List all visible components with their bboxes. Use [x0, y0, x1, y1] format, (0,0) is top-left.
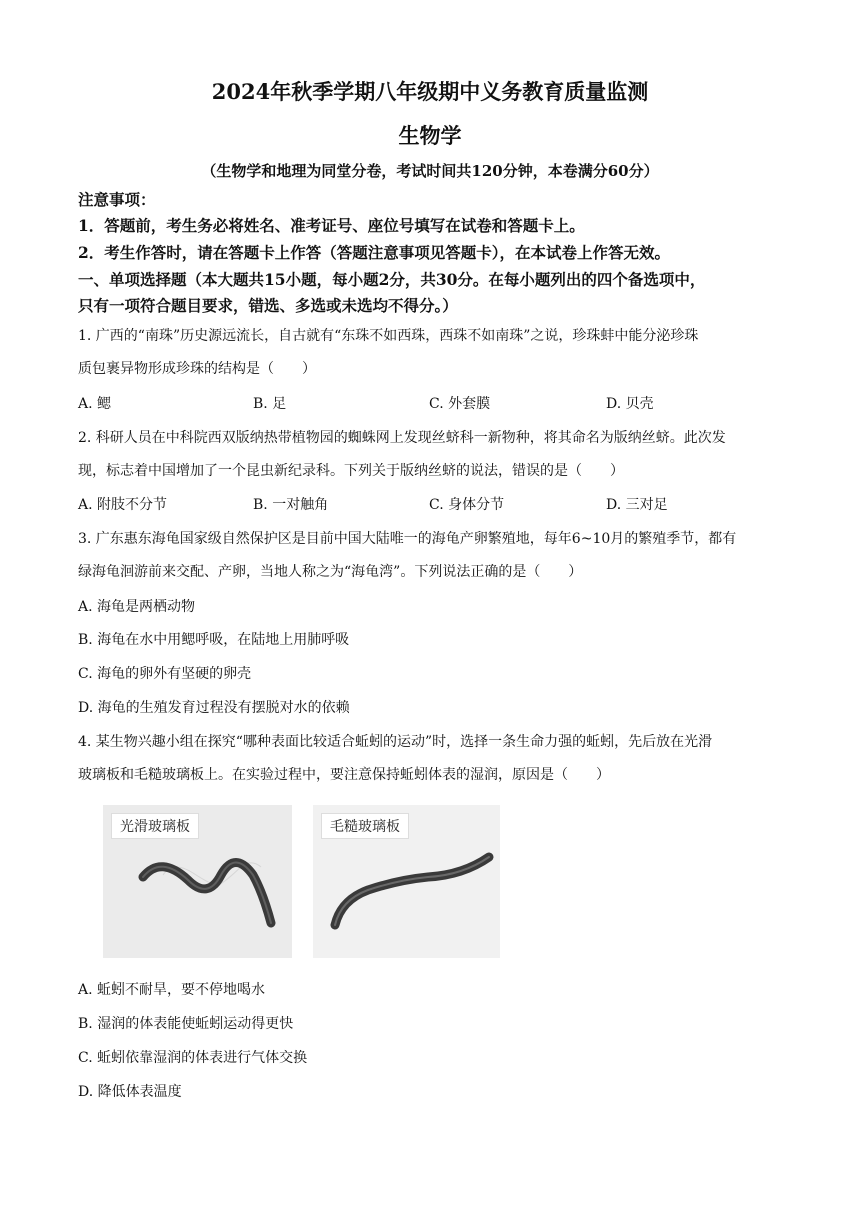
option-c: C. 蚯蚓依靠湿润的体表进行气体交换 — [78, 1050, 308, 1066]
question-text: 1. 广西的“南珠”历史源远流长，自古就有“东珠不如西珠，西珠不如南珠”之说，珍珠蚌中能分泌珍珠 — [78, 328, 699, 344]
question-text: 现，标志着中国增加了一个昆虫新纪录科。下列关于版纳丝蛴的说法，错误的是（ ） — [78, 463, 624, 479]
figure-label: 毛糙玻璃板 — [321, 813, 409, 839]
option-b: B. 一对触角 — [253, 497, 329, 513]
option-c: C. 海龟的卵外有坚硬的卵壳 — [78, 666, 252, 682]
question-text: 3. 广东惠东海龟国家级自然保护区是目前中国大陆唯一的海龟产卵繁殖地，每年6~10月的繁殖季节，都有 — [78, 531, 737, 547]
exam-info: （生物学和地理为同堂分卷，考试时间共120分钟，本卷满分60分） — [201, 162, 659, 180]
option-b: B. 足 — [253, 396, 287, 412]
option-b: B. 海龟在水中用鳃呼吸，在陆地上用肺呼吸 — [78, 632, 350, 648]
option-c: C. 外套膜 — [429, 396, 491, 412]
subject-title: 生物学 — [398, 123, 462, 148]
notice-heading: 注意事项： — [78, 190, 156, 209]
option-d: D. 贝壳 — [606, 396, 654, 412]
option-a: A. 附肢不分节 — [78, 497, 168, 513]
section-heading: 一、单项选择题（本大题共15小题，每小题2分，共30分。在每小题列出的四个备选项中， — [78, 270, 706, 289]
figure-label: 光滑玻璃板 — [111, 813, 199, 839]
option-a: A. 鳃 — [78, 396, 112, 412]
question-text: 玻璃板和毛糙玻璃板上。在实验过程中，要注意保持蚯蚓体表的湿润，原因是（ ） — [78, 767, 610, 783]
option-a: A. 海龟是两栖动物 — [78, 599, 196, 615]
option-d: D. 三对足 — [606, 497, 668, 513]
notice-item: 2．考生作答时，请在答题卡上作答（答题注意事项见答题卡），在本试卷上作答无效。 — [78, 243, 671, 262]
option-d: D. 降低体表温度 — [78, 1084, 182, 1100]
option-d: D. 海龟的生殖发育过程没有摆脱对水的依赖 — [78, 700, 350, 716]
question-text: 4. 某生物兴趣小组在探究“哪种表面比较适合蚯蚓的运动”时，选择一条生命力强的蚯蚓，先后放在光滑 — [78, 734, 713, 750]
notice-item: 1．答题前，考生务必将姓名、准考证号、座位号填写在试卷和答题卡上。 — [78, 216, 585, 235]
earthworm-photo-rough — [313, 805, 500, 958]
question-text: 质包裹异物形成珍珠的结构是（ ） — [78, 361, 316, 377]
earthworm-photo-smooth — [103, 805, 292, 958]
option-b: B. 湿润的体表能使蚯蚓运动得更快 — [78, 1016, 294, 1032]
question-text: 绿海龟洄游前来交配、产卵，当地人称之为“海龟湾”。下列说法正确的是（ ） — [78, 564, 583, 580]
question-text: 2. 科研人员在中科院西双版纳热带植物园的蜘蛛网上发现丝蛴科一新物种，将其命名为版纳丝蛴。此次发 — [78, 430, 726, 446]
option-c: C. 身体分节 — [429, 497, 505, 513]
exam-title: 2024年秋季学期八年级期中义务教育质量监测 — [211, 79, 649, 104]
option-a: A. 蚯蚓不耐旱，要不停地喝水 — [78, 982, 266, 998]
section-heading: 只有一项符合题目要求，错选、多选或未选均不得分。） — [78, 296, 458, 315]
